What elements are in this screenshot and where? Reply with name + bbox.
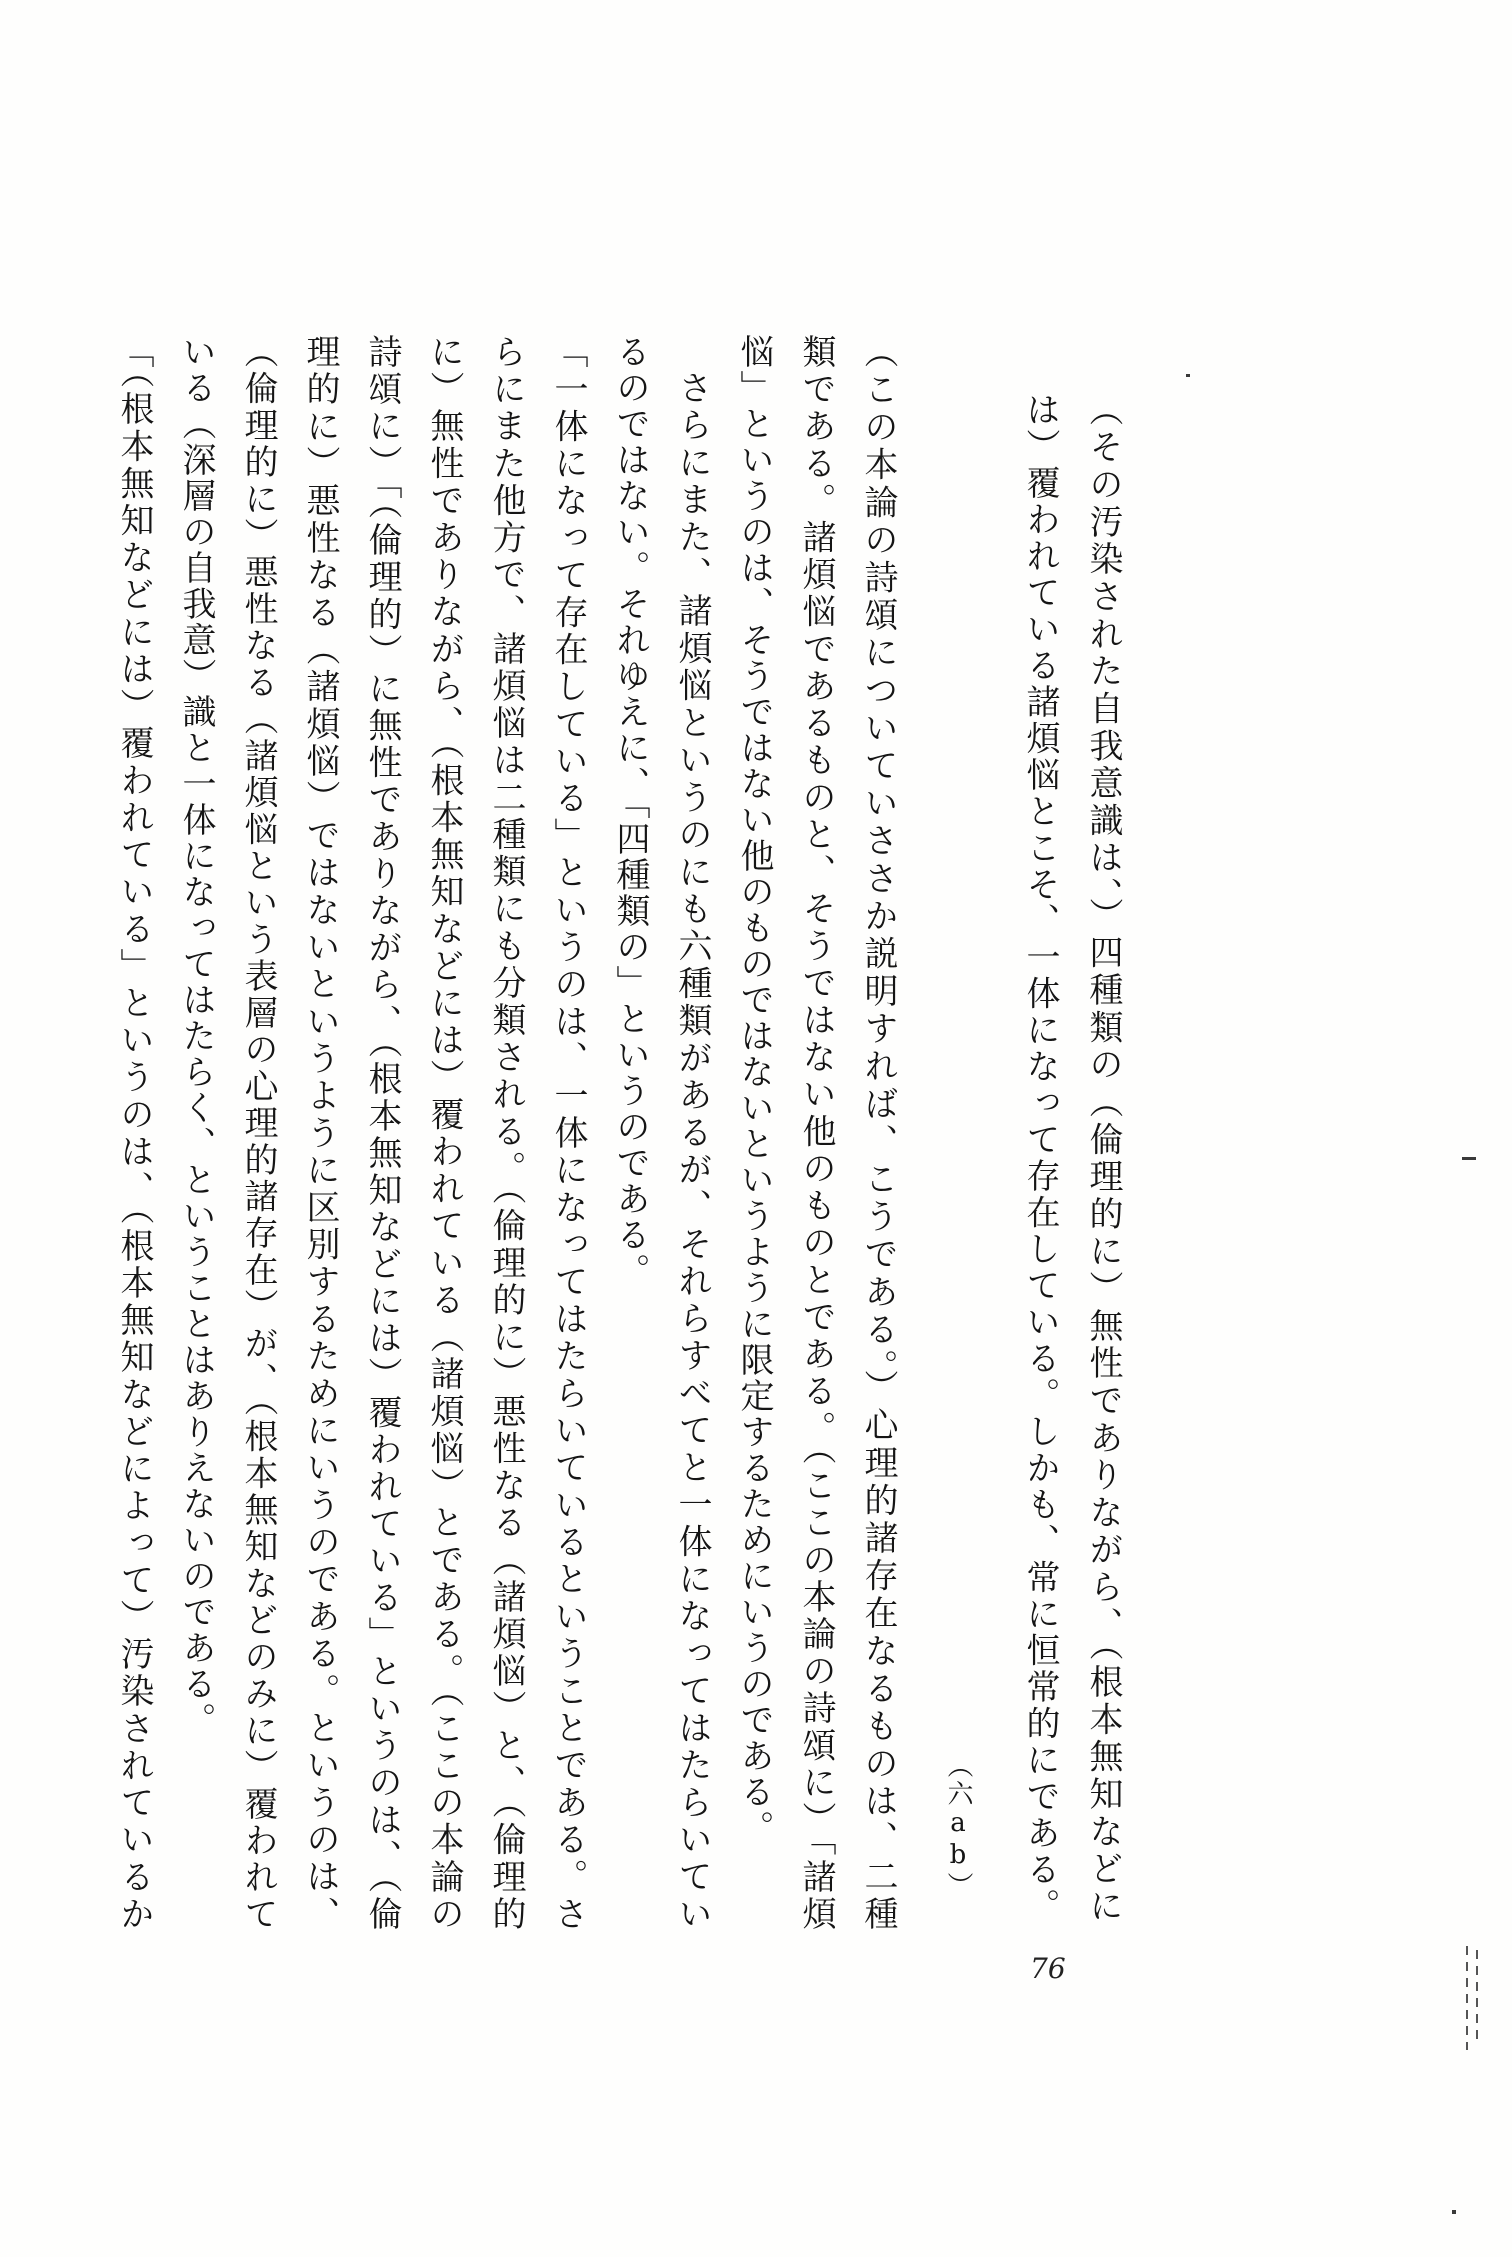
commentary-line: （倫理的に）悪性なる（諸煩悩という表層の心理的諸存在）が、（根本無知などのみに）覆われて [238, 334, 278, 1930]
commentary-line: 詩頌に）「（倫理的）に無性でありながら、（根本無知などには）覆われている」というのは、（倫 [362, 334, 402, 1930]
commentary-line: さらにまた、諸煩悩というのにも六種類があるが、それらすべてと一体になってはたらいてい [672, 370, 712, 1930]
commentary-line: 「（根本無知などには）覆われている」というのは、（根本無知などによって）汚染されているか [114, 334, 154, 1930]
scan-speck [1462, 1157, 1476, 1160]
commentary-line: 理的に）悪性なる（諸煩悩）ではないというように区別するためにいうのである。というのは、 [300, 334, 340, 1930]
commentary-line: （この本論の詩頌についていささか説明すれば、こうである。）心理的諸存在なるものは、二種 [858, 334, 898, 1931]
commentary-line: 類である。諸煩悩であるものと、そうではない他のものとである。（ここの本論の詩頌に）「諸煩 [796, 334, 836, 1930]
commentary-line: いる（深層の自我意）識と一体になってはたらく、ということはありえないのである。 [176, 334, 216, 1738]
scan-speck [1476, 1950, 1478, 2046]
commentary-line: るのではない。それゆえに、「四種類の」というのである。 [610, 334, 650, 1289]
scan-speck [1452, 2210, 1456, 2214]
commentary-line: 悩」というのは、そうではない他のものではないというように限定するためにいうのである。 [734, 334, 774, 1846]
commentary-line: に）無性でありながら、（根本無知などには）覆われている（諸煩悩）とである。（ここの本論の [424, 334, 464, 1930]
verse-line-1: （その汚染された自我意識は、）四種類の（倫理的に）無性でありながら、（根本無知などに [1083, 392, 1123, 1922]
commentary-line: 「一体になって存在している」というのは、一体になってはたらいているということである。さ [548, 334, 588, 1930]
scan-speck [1466, 1946, 1468, 2050]
scan-speck [1186, 374, 1190, 377]
commentary-line: らにまた他方で、諸煩悩は二種類にも分類される。（倫理的に）悪性なる（諸煩悩）と、（倫理的 [486, 334, 526, 1930]
verse-citation: （六ab） [943, 1752, 973, 1900]
page-number: 76 [1030, 1952, 1066, 1985]
verse-line-2: は）覆われている諸煩悩とこそ、一体になって存在している。しかも、常に恒常的にである。 [1020, 392, 1060, 1922]
